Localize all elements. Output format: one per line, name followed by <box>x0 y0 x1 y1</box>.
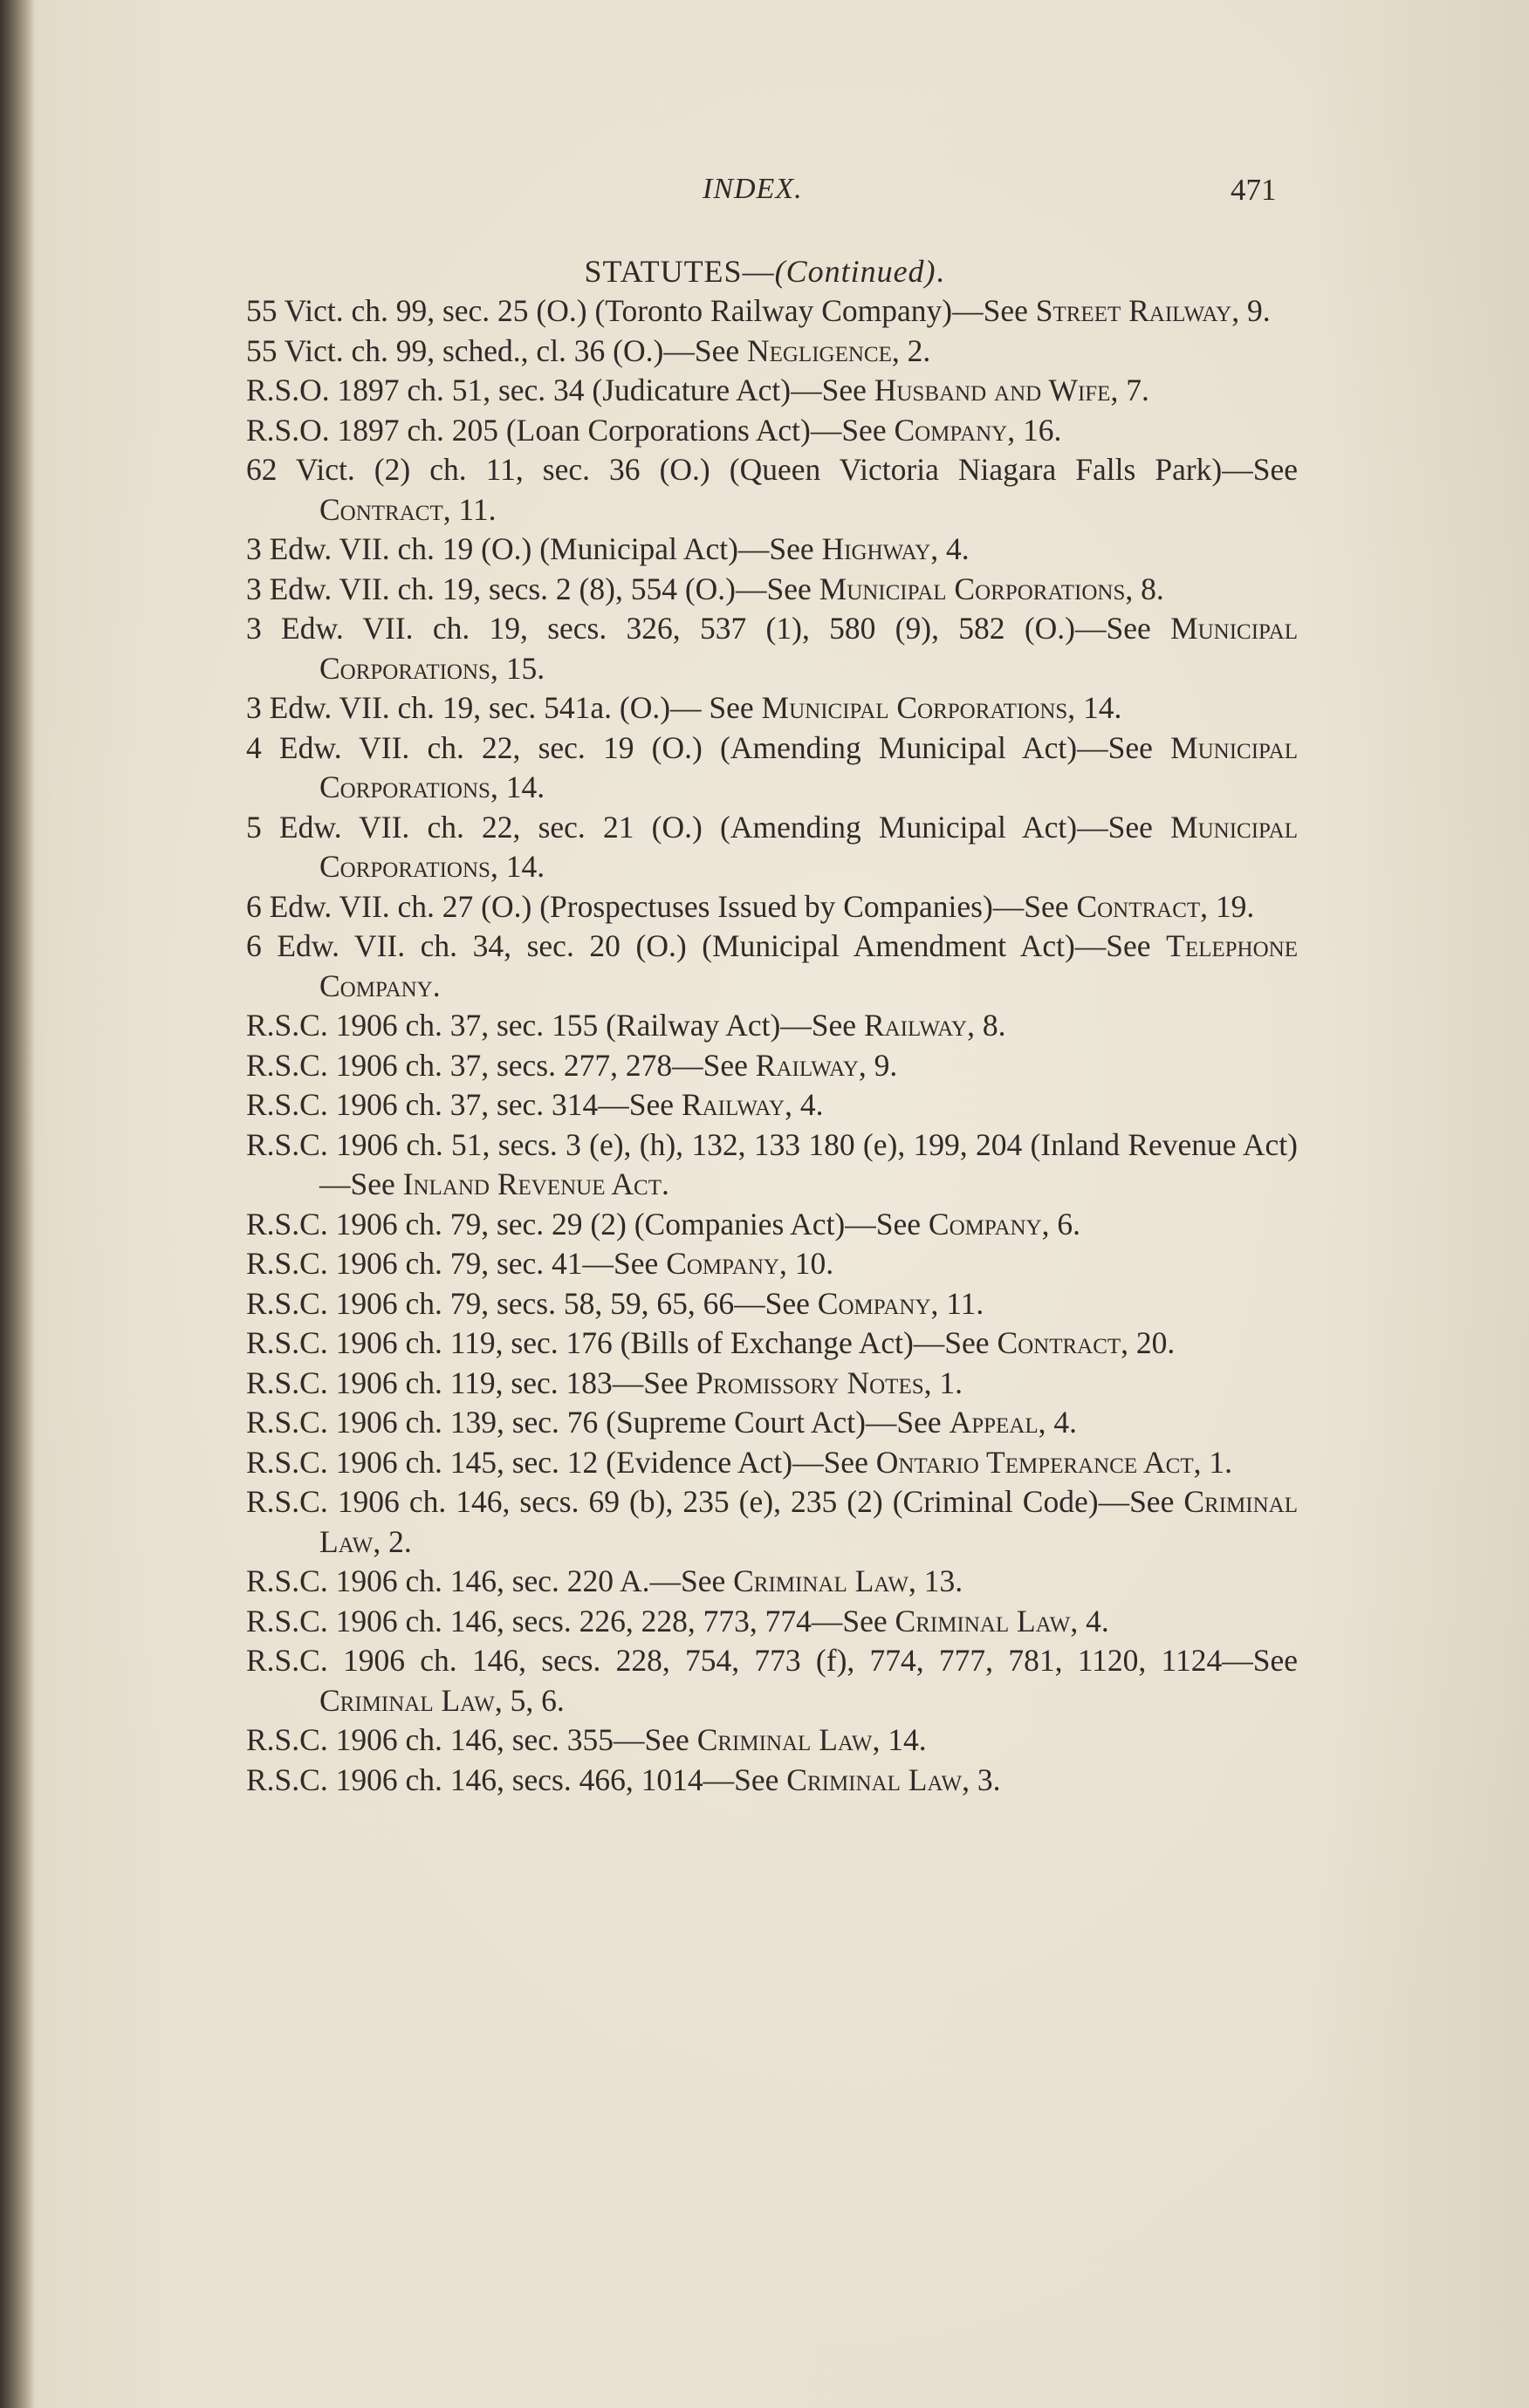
entry-cross-reference: Municipal Corporations <box>319 729 1298 804</box>
entry-reference-number: , 8. <box>967 1008 1006 1043</box>
entry-reference-number: , 4. <box>785 1087 824 1122</box>
index-entry <box>246 1602 1298 1642</box>
entry-citation: R.S.C. 1906 ch. 146, sec. 220 A.—See <box>246 1563 734 1598</box>
index-entry <box>246 332 1298 372</box>
entry-reference-number: , 9. <box>1231 293 1271 328</box>
index-entry <box>246 450 1298 530</box>
entry-cross-reference: Criminal Law <box>895 1603 1071 1638</box>
entry-cross-reference: Municipal Corporations <box>319 809 1298 884</box>
entry-reference-number: , 4. <box>1070 1603 1109 1638</box>
entry-cross-reference: Street Railway <box>1035 293 1232 328</box>
entry-citation: 3 Edw. VII. ch. 19, sec. 541a. (O.)— See <box>246 690 762 725</box>
index-entry <box>246 1125 1298 1205</box>
entry-citation: R.S.C. 1906 ch. 119, sec. 183—See <box>246 1365 696 1400</box>
entry-cross-reference: Criminal Law <box>319 1682 495 1718</box>
entry-citation: 5 Edw. VII. ch. 22, sec. 21 (O.) (Amending Municipal Act)—See <box>246 809 1171 845</box>
entry-cross-reference: Railway <box>681 1087 785 1122</box>
index-entries <box>246 291 1298 1800</box>
index-entry <box>246 570 1298 610</box>
entry-citation: 3 Edw. VII. ch. 19, secs. 2 (8), 554 (O.)—See <box>246 571 819 606</box>
entry-reference-number: , 1. <box>923 1365 963 1400</box>
entry-citation: R.S.C. 1906 ch. 146, secs. 226, 228, 773, 774—See <box>246 1603 895 1638</box>
entry-cross-reference: Criminal Law <box>733 1563 908 1598</box>
entry-cross-reference: Railway <box>863 1008 968 1043</box>
index-entry <box>246 1443 1298 1483</box>
entry-citation: R.S.O. 1897 ch. 205 (Loan Corporations Act)—See <box>246 412 895 448</box>
entry-reference-number: , 19. <box>1200 888 1255 924</box>
running-title: INDEX. <box>703 173 803 205</box>
entry-cross-reference: Municipal Corporations <box>819 571 1126 606</box>
index-entry <box>246 887 1298 927</box>
entry-citation: R.S.C. 1906 ch. 37, sec. 155 (Railway Act)—See <box>246 1008 864 1043</box>
entry-citation: 55 Vict. ch. 99, sched., cl. 36 (O.)—See <box>246 332 747 368</box>
index-entry <box>246 927 1298 1006</box>
entry-cross-reference: Husband and Wife <box>874 373 1111 407</box>
index-entry <box>246 1641 1298 1720</box>
entry-citation: R.S.C. 1906 ch. 146, sec. 355—See <box>246 1722 697 1757</box>
index-entry <box>246 530 1298 570</box>
entry-citation: 4 Edw. VII. ch. 22, sec. 19 (O.) (Amending Municipal Act)—See <box>246 729 1171 765</box>
entry-citation: R.S.C. 1906 ch. 119, sec. 176 (Bills of Exchange Act)—See <box>246 1325 998 1360</box>
section-heading-dash: — <box>742 254 775 289</box>
entry-reference-number: , 2. <box>891 332 931 368</box>
entry-citation: R.S.C. 1906 ch. 79, sec. 29 (2) (Companies Act)—See <box>246 1206 929 1242</box>
entry-citation: R.S.O. 1897 ch. 51, sec. 34 (Judicature Act)—See <box>246 373 874 407</box>
index-entry <box>246 1364 1298 1404</box>
entry-cross-reference: Criminal Law <box>696 1722 873 1757</box>
entry-citation: 6 Edw. VII. ch. 27 (O.) (Prospectuses Issued by Companies)—See <box>246 888 1077 924</box>
entry-citation: R.S.C. 1906 ch. 146, secs. 69 (b), 235 (e), 235 (2) (Criminal Code)—See <box>246 1484 1184 1519</box>
section-heading-period: . <box>936 254 945 289</box>
entry-reference-number: , 4. <box>1038 1405 1077 1440</box>
index-entry <box>246 808 1298 887</box>
entry-citation: R.S.C. 1906 ch. 146, secs. 228, 754, 773 (f), 774, 777, 781, 1120, 1124—See <box>246 1643 1298 1678</box>
entry-citation: 3 Edw. VII. ch. 19 (O.) (Municipal Act)—See <box>246 531 822 566</box>
entry-citation: 55 Vict. ch. 99, sec. 25 (O.) (Toronto Railway Company)—See <box>246 293 1036 328</box>
entry-reference-number: , 11. <box>442 491 497 527</box>
entry-reference-number: , 14. <box>1067 690 1122 725</box>
index-entry <box>246 1244 1298 1284</box>
index-entry <box>246 1205 1298 1245</box>
entry-citation: R.S.C. 1906 ch. 146, secs. 466, 1014—See <box>246 1762 787 1797</box>
index-entry <box>246 609 1298 688</box>
index-entry <box>246 1761 1298 1801</box>
binding-gutter <box>0 0 35 2408</box>
entry-reference-number: . <box>661 1166 669 1201</box>
entry-reference-number: , 7. <box>1110 373 1149 407</box>
index-entry <box>246 1046 1298 1086</box>
entry-reference-number: , 3. <box>962 1762 1001 1797</box>
entry-cross-reference: Telephone Company <box>319 928 1298 1003</box>
entry-cross-reference: Criminal Law <box>786 1762 963 1797</box>
entry-cross-reference: Appeal <box>949 1405 1039 1440</box>
entry-reference-number: , 13. <box>908 1563 963 1598</box>
entry-reference-number: , 20. <box>1121 1325 1176 1360</box>
entry-citation: R.S.C. 1906 ch. 145, sec. 12 (Evidence Act)—See <box>246 1444 876 1480</box>
entry-reference-number: , 14. <box>490 849 545 884</box>
index-entry <box>246 1482 1298 1562</box>
entry-citation: R.S.C. 1906 ch. 37, secs. 277, 278—See <box>246 1047 756 1083</box>
index-entry <box>246 371 1298 411</box>
entry-cross-reference: Inland Revenue Act <box>402 1166 662 1201</box>
entry-reference-number: , 6. <box>1041 1206 1080 1242</box>
entry-cross-reference: Contract <box>997 1325 1121 1360</box>
entry-citation: 6 Edw. VII. ch. 34, sec. 20 (O.) (Municipal Amendment Act)—See <box>246 928 1167 963</box>
index-entry <box>246 1324 1298 1364</box>
page-number: 471 <box>1231 173 1277 207</box>
section-heading-label: STATUTES <box>584 254 743 289</box>
entry-reference-number: , 8. <box>1125 571 1164 606</box>
index-entry <box>246 1403 1298 1443</box>
entry-cross-reference: Contract <box>1076 888 1201 924</box>
index-entry <box>246 291 1298 332</box>
index-entry <box>246 411 1298 451</box>
entry-cross-reference: Municipal Corporations <box>761 690 1068 725</box>
index-entry <box>246 1006 1298 1046</box>
entry-cross-reference: Ontario Temperance Act <box>875 1444 1194 1480</box>
entry-reference-number: , 11. <box>930 1285 984 1321</box>
entry-reference-number: , 14. <box>872 1722 927 1757</box>
entry-reference-number: , 14. <box>490 770 545 804</box>
entry-cross-reference: Promissory Notes <box>696 1365 924 1400</box>
entry-citation: R.S.C. 1906 ch. 79, secs. 58, 59, 65, 66—See <box>246 1285 818 1321</box>
entry-cross-reference: Highway <box>821 531 931 566</box>
entry-citation: R.S.C. 1906 ch. 79, sec. 41—See <box>246 1246 667 1281</box>
running-head <box>0 173 1529 218</box>
entry-citation: 62 Vict. (2) ch. 11, sec. 36 (O.) (Queen Victoria Niagara Falls Park)—See <box>246 452 1298 487</box>
entry-cross-reference: Company <box>666 1246 779 1281</box>
entry-reference-number: , 5, 6. <box>494 1682 565 1718</box>
entry-cross-reference: Contract <box>319 491 443 527</box>
entry-cross-reference: Municipal Corporations <box>319 611 1298 686</box>
entry-cross-reference: Company <box>928 1206 1042 1242</box>
index-entry <box>246 688 1298 729</box>
entry-reference-number: , 4. <box>930 531 970 566</box>
index-entry <box>246 1085 1298 1125</box>
entry-citation: R.S.C. 1906 ch. 37, sec. 314—See <box>246 1087 682 1122</box>
entry-reference-number: , 15. <box>490 650 545 686</box>
index-entry <box>246 1562 1298 1602</box>
entry-citation: R.S.C. 1906 ch. 51, secs. 3 (e), (h), 132, 133 180 (e), 199, 204 (Inland Revenue Act)—See <box>246 1126 1298 1201</box>
entry-cross-reference: Negligence <box>746 332 892 368</box>
entry-citation: R.S.C. 1906 ch. 139, sec. 76 (Supreme Court Act)—See <box>246 1405 950 1440</box>
entry-cross-reference: Railway <box>755 1047 859 1083</box>
entry-reference-number: , 1. <box>1193 1444 1232 1480</box>
section-heading <box>0 253 1529 290</box>
entry-cross-reference: Criminal Law <box>319 1484 1298 1559</box>
index-entry <box>246 1720 1298 1761</box>
index-entry <box>246 1284 1298 1324</box>
entry-reference-number: . <box>432 968 441 1003</box>
entry-cross-reference: Company <box>894 412 1008 448</box>
entry-citation: 3 Edw. VII. ch. 19, secs. 326, 537 (1), 580 (9), 582 (O.)—See <box>246 611 1171 646</box>
entry-reference-number: , 16. <box>1007 412 1062 448</box>
index-entry <box>246 729 1298 808</box>
entry-reference-number: , 2. <box>373 1523 412 1559</box>
entry-cross-reference: Company <box>817 1285 931 1321</box>
section-heading-continued: (Continued) <box>774 254 936 289</box>
entry-reference-number: , 10. <box>778 1246 834 1281</box>
entry-reference-number: , 9. <box>858 1047 898 1083</box>
